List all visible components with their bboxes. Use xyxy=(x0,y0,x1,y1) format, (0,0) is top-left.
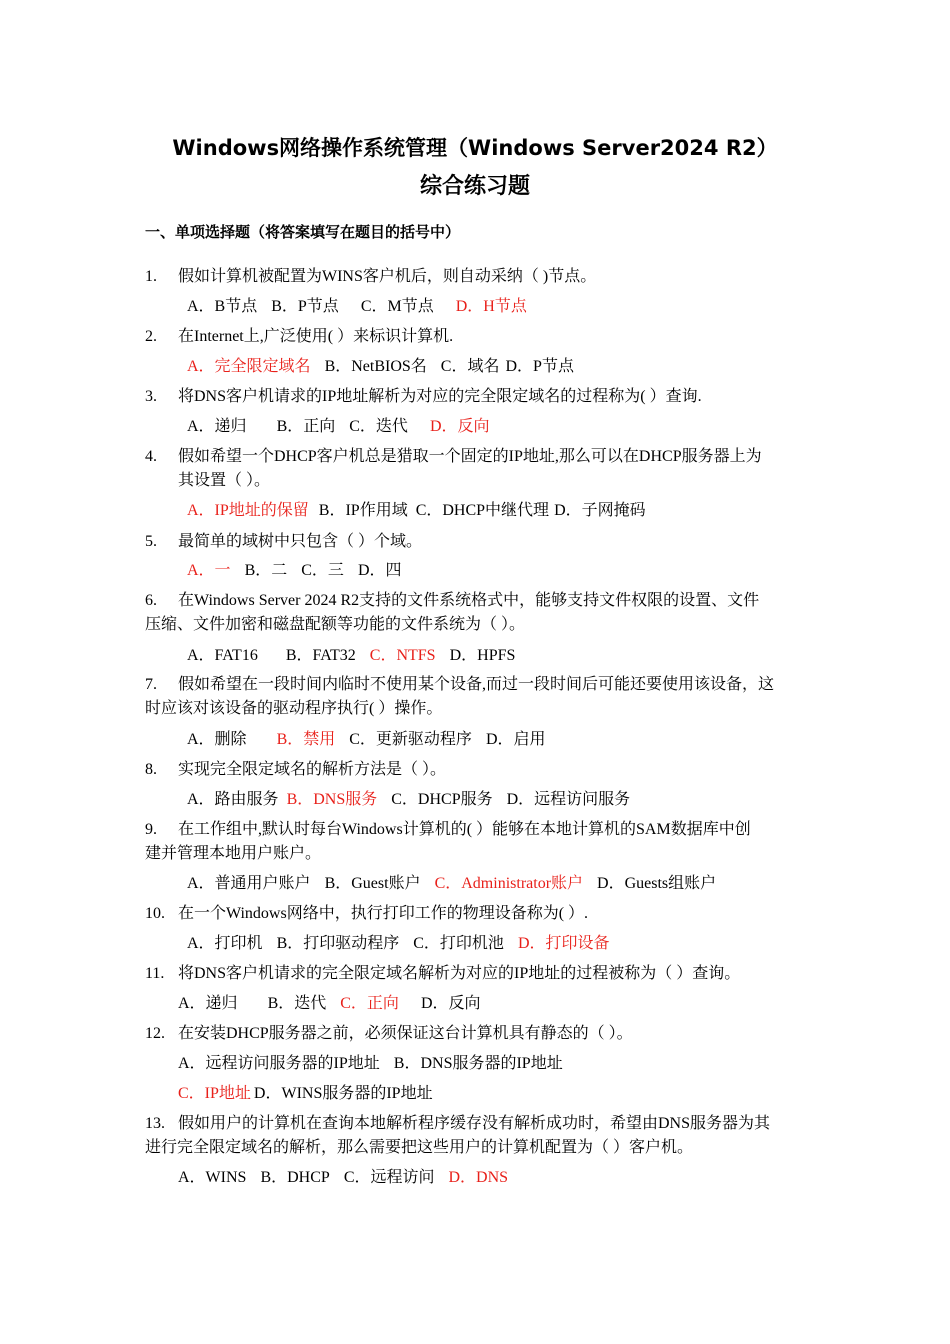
option-c: C．三 xyxy=(301,562,344,579)
options-4 xyxy=(187,499,646,523)
option-a: A．递归 xyxy=(178,995,238,1012)
option-b: B．正向 xyxy=(276,418,336,435)
question-text: 在Internet上,广泛使用( ）来标识计算机. xyxy=(178,328,454,345)
question-6-continued xyxy=(145,613,525,637)
question-5 xyxy=(145,530,422,554)
question-number: 6. xyxy=(145,592,157,609)
options-5 xyxy=(187,559,402,583)
option-c: C．远程访问 xyxy=(343,1169,435,1186)
option-a: A．B节点 xyxy=(187,298,258,315)
question-10 xyxy=(145,902,588,926)
option-a: A．普通用户账户 xyxy=(187,875,311,892)
question-7 xyxy=(145,673,774,697)
option-a: A．FAT16 xyxy=(187,647,258,664)
option-c: C．DHCP中继代理 xyxy=(415,502,550,519)
option-a-answer: A．IP地址的保留 xyxy=(187,502,309,519)
option-c: C．迭代 xyxy=(349,418,408,435)
option-a: A．WINS xyxy=(178,1169,247,1186)
question-text: 将DNS客户机请求的IP地址解析为对应的完全限定域名的过程称为( ）查询. xyxy=(178,388,702,405)
option-a: A．打印机 xyxy=(187,935,263,952)
option-b: B．Guest账户 xyxy=(324,875,421,892)
option-d-answer: D．DNS xyxy=(448,1169,509,1186)
option-b: B．P节点 xyxy=(271,298,339,315)
option-c-answer: C．IP地址 xyxy=(178,1085,251,1102)
option-b: B．FAT32 xyxy=(285,647,356,664)
option-c: C．打印机池 xyxy=(413,935,504,952)
question-text: 在安装DHCP服务器之前，必须保证这台计算机具有静态的（ ）。 xyxy=(178,1025,633,1042)
question-7-continued xyxy=(145,697,442,721)
question-number: 9. xyxy=(145,821,157,838)
option-b: B．迭代 xyxy=(267,995,327,1012)
question-number: 7. xyxy=(145,676,157,693)
option-c-answer: C．Administrator账户 xyxy=(434,875,584,892)
option-d-answer: D．打印设备 xyxy=(517,935,610,952)
options-9 xyxy=(187,872,716,896)
question-6 xyxy=(145,589,759,613)
option-c-answer: C．NTFS xyxy=(369,647,436,664)
question-text: 实现完全限定域名的解析方法是（ ）。 xyxy=(178,761,447,778)
question-number: 13. xyxy=(145,1115,165,1132)
question-12 xyxy=(145,1022,633,1046)
option-b: B．IP作用域 xyxy=(318,502,408,519)
question-text: 时应该对该设备的驱动程序执行( ）操作。 xyxy=(145,700,443,717)
option-a: A．路由服务 xyxy=(187,791,279,808)
options-11 xyxy=(178,992,481,1016)
option-a: A．递归 xyxy=(187,418,247,435)
document-title: Windows网络操作系统管理（Windows Server2024 R2） xyxy=(172,136,778,160)
option-d: D．子网掩码 xyxy=(554,502,646,519)
question-number: 11. xyxy=(145,965,165,982)
question-13-continued xyxy=(145,1136,693,1160)
option-c: C．M节点 xyxy=(360,298,434,315)
option-c: C．DHCP服务 xyxy=(391,791,493,808)
option-b: B．二 xyxy=(244,562,288,579)
question-text: 在一个Windows网络中，执行打印工作的物理设备称为( ）. xyxy=(178,905,589,922)
option-a: A．远程访问服务器的IP地址 xyxy=(178,1055,380,1072)
options-12b xyxy=(178,1082,433,1106)
option-d: D．启用 xyxy=(485,731,546,748)
question-number: 10. xyxy=(145,905,165,922)
question-4-continued xyxy=(178,469,270,493)
question-2 xyxy=(145,325,453,349)
option-c: C．域名 xyxy=(440,358,500,375)
option-d: D．反向 xyxy=(420,995,481,1012)
section-heading: 一、单项选择题（将答案填写在题目的括号中） xyxy=(145,223,461,241)
options-1 xyxy=(187,295,527,319)
question-text: 压缩、文件加密和磁盘配额等功能的文件系统为（ ）。 xyxy=(145,616,526,633)
option-b: B．DHCP xyxy=(260,1169,330,1186)
question-11 xyxy=(145,962,740,986)
question-8 xyxy=(145,758,446,782)
question-number: 1. xyxy=(145,268,157,285)
question-text: 最简单的域树中只包含（ ）个域。 xyxy=(178,533,423,550)
question-number: 5. xyxy=(145,533,157,550)
question-text: 在Windows Server 2024 R2支持的文件系统格式中，能够支持文件权限的设置、文件 xyxy=(178,592,760,609)
question-text: 假如希望一个DHCP客户机总是猎取一个固定的IP地址,那么可以在DHCP服务器上为 xyxy=(178,448,762,465)
options-6 xyxy=(187,644,515,668)
option-d: D．HPFS xyxy=(449,647,516,664)
question-1 xyxy=(145,265,596,289)
options-12a xyxy=(178,1052,563,1076)
question-9 xyxy=(145,818,751,842)
question-text: 进行完全限定域名的解析，那么需要把这些用户的计算机配置为（ ）客户机。 xyxy=(145,1139,694,1156)
option-d-answer: D．H节点 xyxy=(455,298,527,315)
option-d: D．P节点 xyxy=(505,358,574,375)
options-3 xyxy=(187,415,490,439)
question-text: 将DNS客户机请求的完全限定域名解析为对应的IP地址的过程被称为（ ）查询。 xyxy=(178,965,741,982)
option-d: D．Guests组账户 xyxy=(597,875,717,892)
option-b: B．NetBIOS名 xyxy=(324,358,427,375)
question-text: 其设置（ ）。 xyxy=(178,472,271,489)
option-d: D．WINS服务器的IP地址 xyxy=(253,1085,433,1102)
question-text: 假如计算机被配置为WINS客户机后，则自动采纳（ )节点。 xyxy=(178,268,597,285)
options-7 xyxy=(187,728,546,752)
question-number: 4. xyxy=(145,448,157,465)
options-2 xyxy=(187,355,574,379)
option-c: C．更新驱动程序 xyxy=(349,731,472,748)
option-c-answer: C．正向 xyxy=(340,995,399,1012)
option-b: B．打印驱动程序 xyxy=(276,935,400,952)
question-text: 假如希望在一段时间内临时不使用某个设备,而过一段时间后可能还要使用该设备，这 xyxy=(178,676,775,693)
question-3 xyxy=(145,385,702,409)
question-number: 3. xyxy=(145,388,157,405)
option-d-answer: D．反向 xyxy=(429,418,490,435)
question-text: 在工作组中,默认时每台Windows计算机的( ）能够在本地计算机的SAM数据库中创 xyxy=(178,821,751,838)
question-text: 建并管理本地用户账户。 xyxy=(145,845,322,862)
options-8 xyxy=(187,788,630,812)
question-13 xyxy=(145,1112,770,1136)
option-b-answer: B．DNS服务 xyxy=(286,791,378,808)
question-number: 12. xyxy=(145,1025,165,1042)
option-a-answer: A．一 xyxy=(187,562,231,579)
option-d: D．远程访问服务 xyxy=(506,791,631,808)
question-number: 2. xyxy=(145,328,157,345)
options-13 xyxy=(178,1166,508,1190)
options-10 xyxy=(187,932,610,956)
option-d: D．四 xyxy=(357,562,402,579)
document-subtitle: 综合练习题 xyxy=(419,174,530,199)
option-a: A．删除 xyxy=(187,731,247,748)
option-b-answer: B．禁用 xyxy=(276,731,336,748)
question-number: 8. xyxy=(145,761,157,778)
option-a-answer: A．完全限定域名 xyxy=(187,358,311,375)
option-b: B．DNS服务器的IP地址 xyxy=(393,1055,563,1072)
question-text: 假如用户的计算机在查询本地解析程序缓存没有解析成功时，希望由DNS服务器为其 xyxy=(178,1115,771,1132)
question-9-continued xyxy=(145,842,321,866)
question-4 xyxy=(145,445,762,469)
